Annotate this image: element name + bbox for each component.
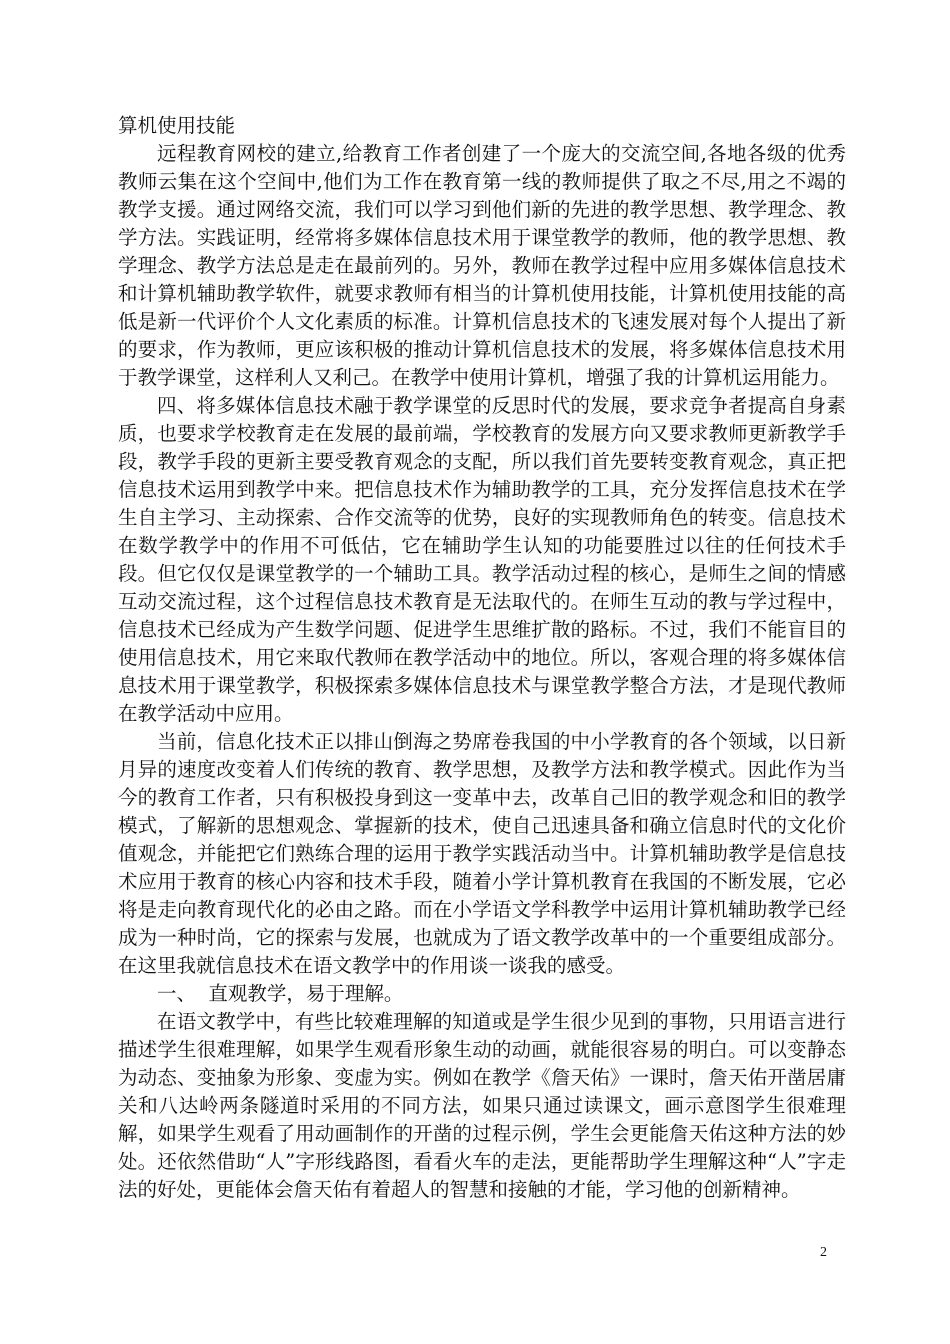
document-body [118,112,846,1204]
paragraph-informatization: 当前，信息化技术正以排山倒海之势席卷我国的中小学教育的各个领域，以日新月异的速度改变着人们传统的教育、教学思想，及教学方法和教学模式。因此作为当今的教育工作者，只有积极投身到这一变革中去，改革自己旧的教学观念和旧的教学模式，了解新的思想观念、掌握新的技术，使自己迅速具备和确立信息时代的文化价值观念，并能把它们熟练合理的运用于教学实践活动当中。计算机辅助教学是信息技术应用于教育的核心内容和技术手段，随着小学计算机教育在我国的不断发展，它必将是走向教育现代化的必由之路。而在小学语文学科教学中运用计算机辅助教学已经成为一种时尚，它的探索与发展，也就成为了语文教学改革中的一个重要组成部分。在这里我就信息技术在语文教学中的作用谈一谈我的感受。 [118,730,846,977]
page-number: 2 [820,1245,827,1260]
paragraph-reflection: 四、将多媒体信息技术融于教学课堂的反思时代的发展，要求竞争者提高自身素质，也要求学校教育走在发展的最前端，学校教育的发展方向又要求教师更新教学手段，教学手段的更新主要受教育观念的支配，所以我们首先要转变教育观念，真正把信息技术运用到教学中来。把信息技术作为辅助教学的工具，充分发挥信息技术在学生自主学习、主动探索、合作交流等的优势，良好的实现教师角色的转变。信息技术在数学教学中的作用不可低估，它在辅助学生认知的功能要胜过以往的任何技术手段。但它仅仅是课堂教学的一个辅助工具。教学活动过程的核心，是师生之间的情感互动交流过程，这个过程信息技术教育是无法取代的。在师生互动的教与学过程中，信息技术已经成为产生数学问题、促进学生思维扩散的路标。不过，我们不能盲目的使用信息技术，用它来取代教师在教学活动中的地位。所以，客观合理的将多媒体信息技术用于课堂教学，积极探索多媒体信息技术与课堂教学整合方法，才是现代教师在教学活动中应用。 [118,394,846,725]
paragraph-heading-fragment: 算机使用技能 [118,114,236,137]
section-heading-intuitive-teaching: 一、 直观教学，易于理解。 [157,982,404,1005]
paragraph-chinese-teaching-example: 在语文教学中，有些比较难理解的知道或是学生很少见到的事物，只用语言进行描述学生很难理解，如果学生观看形象生动的动画，就能很容易的明白。可以变静态为动态、变抽象为形象、变虚为实。例如在教学《詹天佑》一课时，詹天佑开凿居庸关和八达岭两条隧道时采用的不同方法，如果只通过读课文，画示意图学生很难理解，如果学生观看了用动画制作的开凿的过程示例，学生会更能詹天佑这种方法的妙处。还依然借助“人”字形线路图，看看火车的走法，更能帮助学生理解这种“人”字走法的好处，更能体会詹天佑有着超人的智慧和接触的才能，学习他的创新精神。 [118,1010,846,1201]
paragraph-remote-education: 远程教育网校的建立,给教育工作者创建了一个庞大的交流空间,各地各级的优秀教师云集在这个空间中,他们为工作在教育第一线的教师提供了取之不尽,用之不竭的教学支援。通过网络交流，我们可以学习到他们新的先进的教学思想、教学理念、教学方法。实践证明，经常将多媒体信息技术用于课堂教学的教师，他的教学思想、教学理念、教学方法总是走在最前列的。另外，教师在教学过程中应用多媒体信息技术和计算机辅助教学软件，就要求教师有相当的计算机使用技能，计算机使用技能的高低是新一代评价个人文化素质的标准。计算机信息技术的飞速发展对每个人提出了新的要求，作为教师，更应该积极的推动计算机信息技术的发展，将多媒体信息技术用于教学课堂，这样利人又利己。在教学中使用计算机，增强了我的计算机运用能力。 [118,142,846,389]
